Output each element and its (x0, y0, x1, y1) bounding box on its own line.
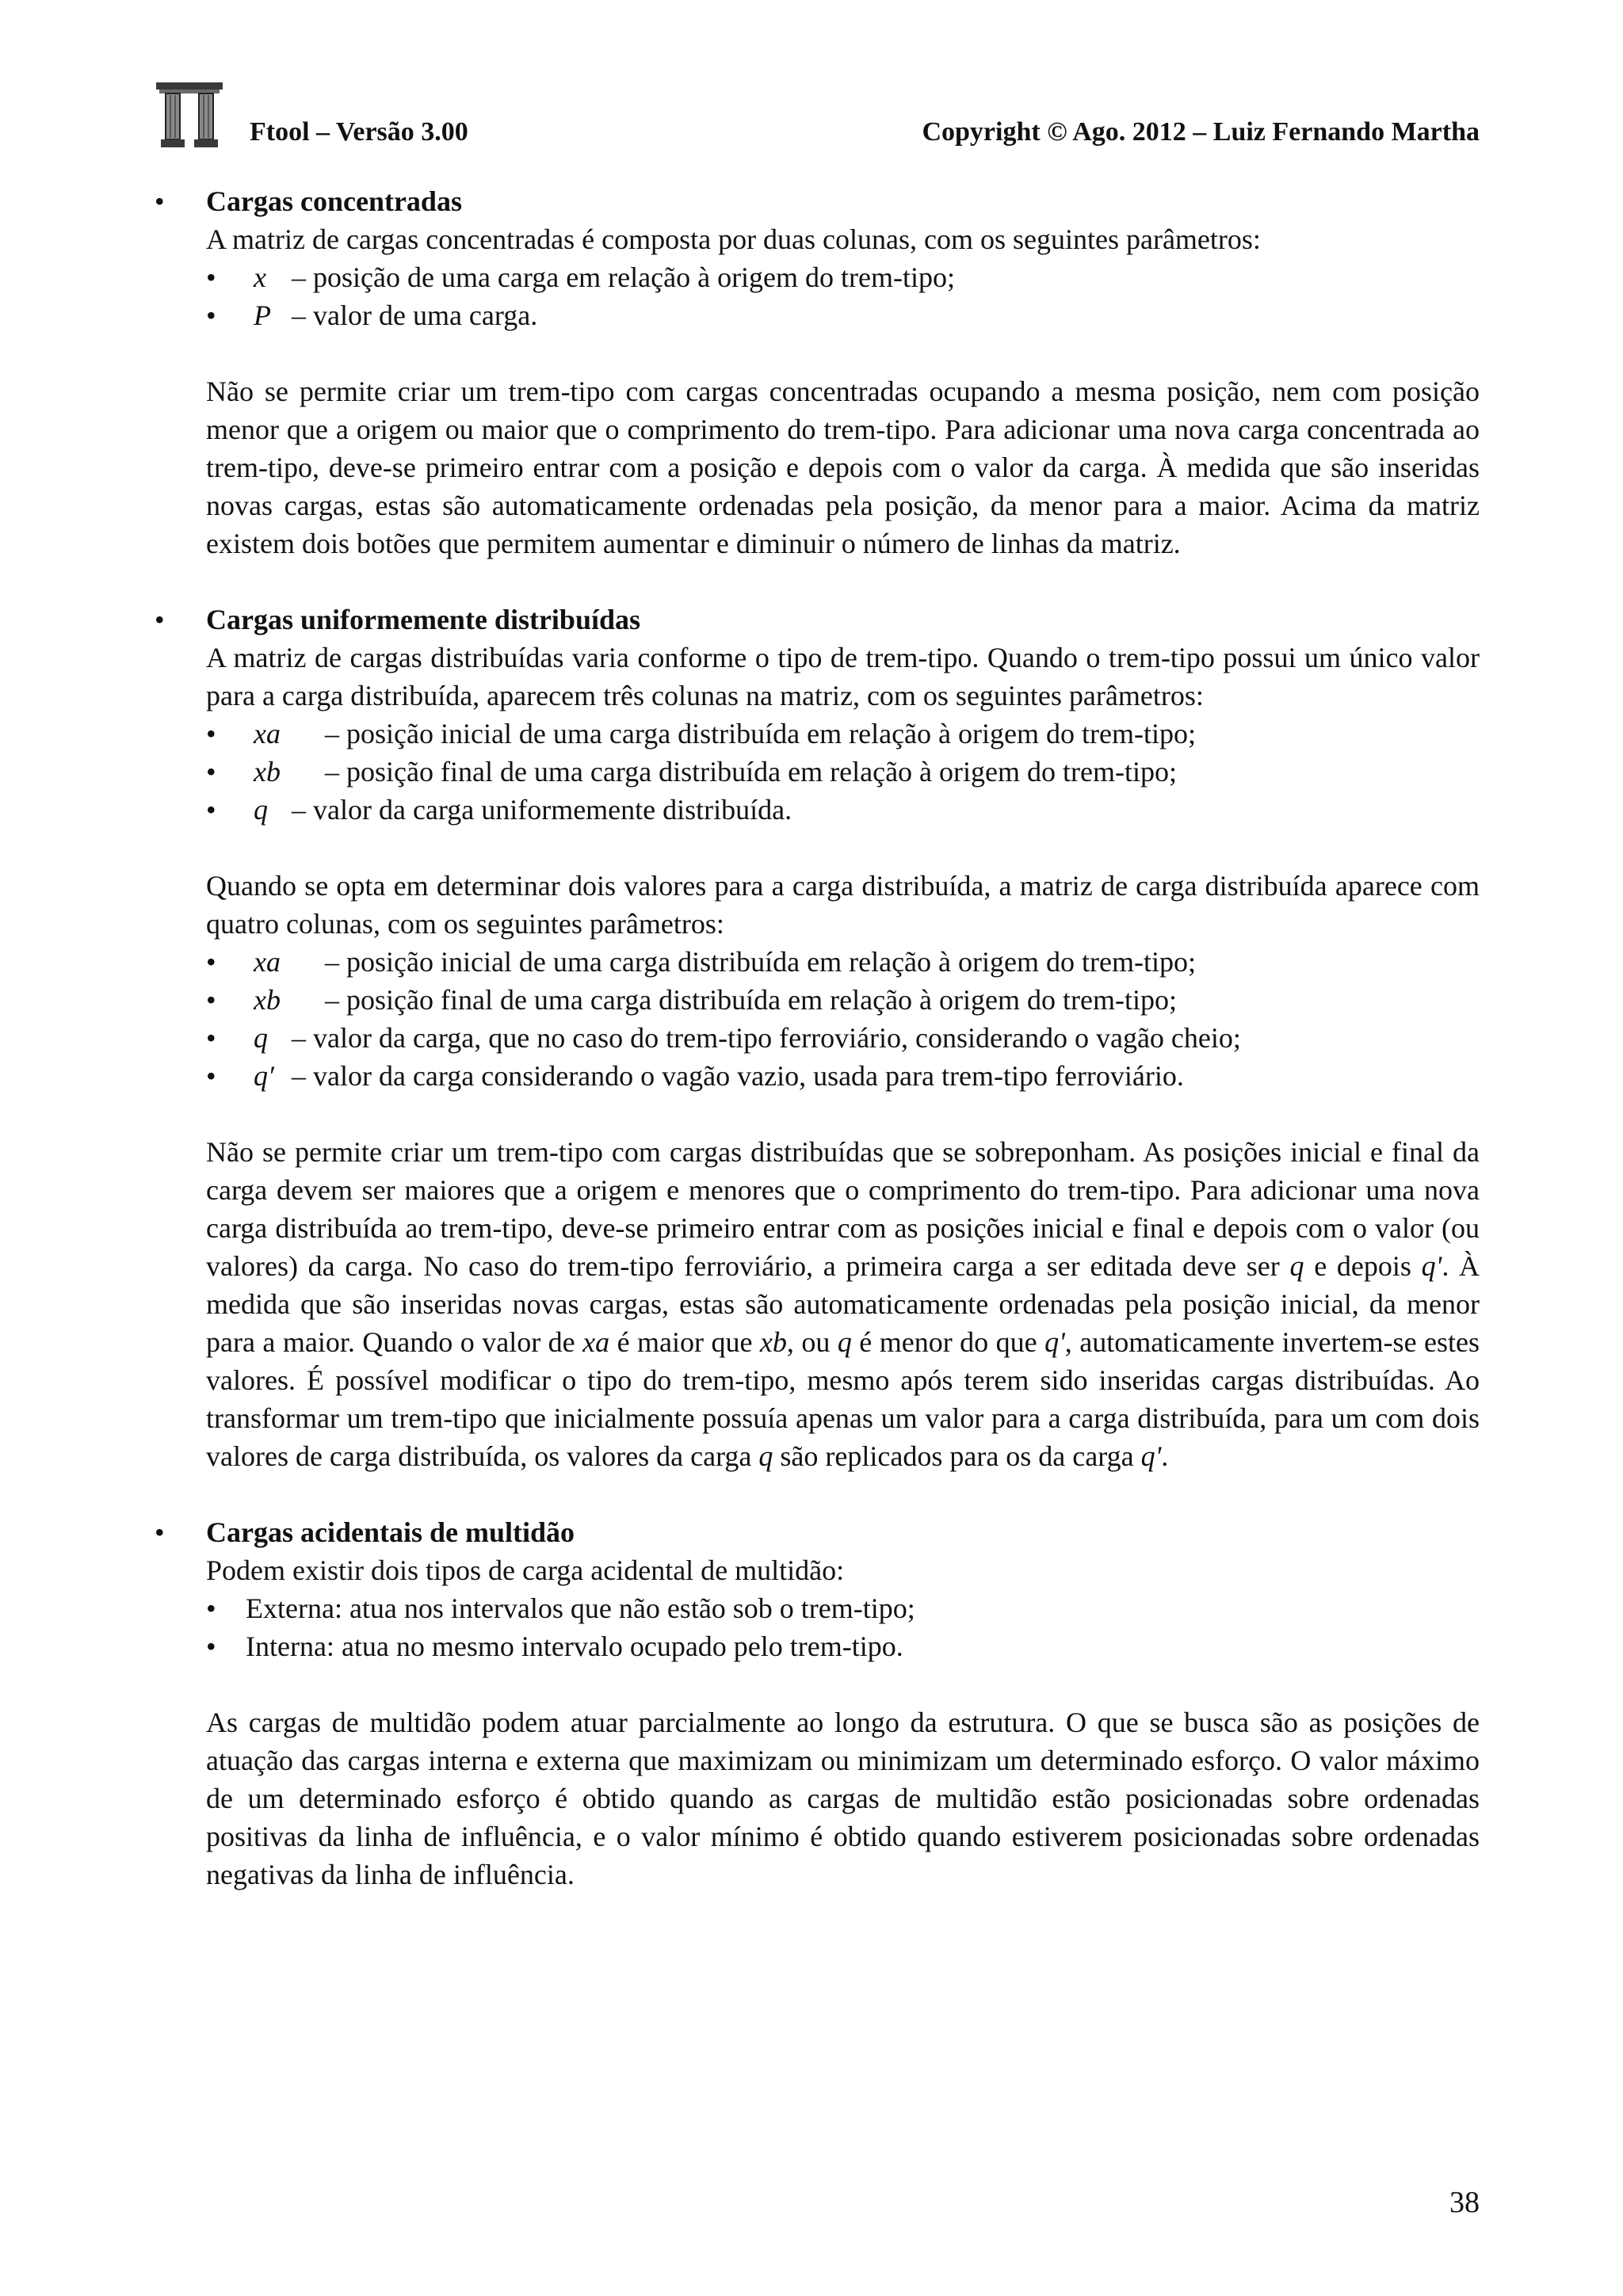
param-desc: – posição inicial de uma carga distribuída em relação à origem do trem-tipo; (325, 946, 1196, 978)
section-intro: A matriz de cargas concentradas é composta por duas colunas, com os seguintes parâmetros: (206, 223, 1261, 255)
list-item (206, 981, 1480, 1019)
list-bullet: • (206, 1022, 216, 1054)
section-cargas-distribuidas (155, 601, 1480, 1475)
param-desc: – posição inicial de uma carga distribuída em relação à origem do trem-tipo; (325, 718, 1196, 749)
section-paragraph: Não se permite criar um trem-tipo com cargas concentradas ocupando a mesma posição, nem com posição menor que a origem ou maior que o comprimento do trem-tipo. Para adicionar uma nova carga concentrada ao trem-tipo, deve-se primeiro entrar com a posição e depois com o valor da carga. À medida que são inseridas novas cargas, estas são automaticamente ordenadas pela posição, da menor para a maior. Acima da matriz existem dois botões que permitem aumentar e diminuir o número de linhas da matriz. (206, 376, 1480, 559)
item-text: Interna: atua no mesmo intervalo ocupado pelo trem-tipo. (246, 1630, 903, 1662)
text-run: são replicados para os da carga (780, 1440, 1134, 1472)
param-desc: – valor da carga considerando o vagão vazio, usada para trem-tipo ferroviário. (292, 1060, 1184, 1092)
section-cargas-concentradas (155, 182, 1480, 563)
section-title: Cargas uniformemente distribuídas (206, 604, 640, 635)
pi-logo-icon (155, 79, 224, 151)
param-symbol: xb (254, 984, 281, 1016)
inline-symbol: q (837, 1326, 852, 1358)
section-bullet: • (155, 604, 165, 635)
text-run: . À medida que são inseridas novas cargas, estas são automaticamente ordenadas pela posição inicial, da menor para a maior. Quando o valor de (206, 1250, 1480, 1358)
header-copyright: Copyright © Ago. 2012 – Luiz Fernando Martha (922, 117, 1480, 147)
param-symbol: P (254, 299, 271, 331)
param-desc: – valor da carga uniformemente distribuída. (292, 794, 792, 826)
list-bullet: • (206, 984, 216, 1016)
text-run: , ou (786, 1326, 831, 1358)
text-run: . (1161, 1440, 1169, 1472)
list-bullet: • (206, 946, 216, 978)
list-item (206, 1057, 1480, 1095)
inline-symbol: q' (1421, 1250, 1442, 1282)
text-run: e depois (1314, 1250, 1411, 1282)
list-item (206, 715, 1480, 753)
list-item (206, 753, 1480, 791)
param-symbol: q (254, 794, 268, 826)
item-text: Externa: atua nos intervalos que não estão sob o trem-tipo; (246, 1592, 915, 1624)
param-symbol: xb (254, 756, 281, 788)
list-item (206, 1589, 1480, 1627)
inline-symbol: q' (1044, 1326, 1065, 1358)
list-bullet: • (206, 261, 216, 293)
param-list (206, 715, 1480, 829)
list-bullet: • (206, 1060, 216, 1092)
header-title: Ftool – Versão 3.00 (250, 117, 468, 147)
list-bullet: • (206, 718, 216, 749)
list-bullet: • (206, 794, 216, 826)
inline-symbol: q (1289, 1250, 1304, 1282)
inline-symbol: q' (1140, 1440, 1162, 1472)
inline-symbol: xb (759, 1326, 787, 1358)
list-bullet: • (206, 1630, 216, 1662)
section-bullet: • (155, 1516, 165, 1548)
list-item (206, 258, 1480, 296)
param-symbol: xa (254, 946, 281, 978)
text-run: é menor do que (859, 1326, 1037, 1358)
section-paragraph (206, 1133, 1480, 1475)
section-intro: Podem existir dois tipos de carga acidental de multidão: (206, 1554, 845, 1586)
list-item (206, 943, 1480, 981)
list-bullet: • (206, 756, 216, 788)
item-list (206, 1589, 1480, 1665)
section-title: Cargas acidentais de multidão (206, 1516, 575, 1548)
text-run: é maior que (617, 1326, 753, 1358)
list-bullet: • (206, 299, 216, 331)
param-desc: – posição final de uma carga distribuída em relação à origem do trem-tipo; (325, 756, 1177, 788)
param-symbol: xa (254, 718, 281, 749)
param-symbol: q (254, 1022, 268, 1054)
param-desc: – posição final de uma carga distribuída em relação à origem do trem-tipo; (325, 984, 1177, 1016)
list-bullet: • (206, 1592, 216, 1624)
inline-symbol: q (758, 1440, 773, 1472)
list-item (206, 1627, 1480, 1665)
param-symbol: q′ (254, 1060, 274, 1092)
list-item (206, 1019, 1480, 1057)
section-cargas-multidao (155, 1513, 1480, 1894)
section-title: Cargas concentradas (206, 185, 462, 217)
section-intro-2: Quando se opta em determinar dois valores para a carga distribuída, a matriz de carga distribuída aparece com quatro colunas, com os seguintes parâmetros: (206, 870, 1480, 940)
param-list (206, 258, 1480, 334)
page-number: 38 (1449, 2186, 1480, 2219)
text-run: , automaticamente invertem-se estes valores. É possível modificar o tipo do trem-tipo, mesmo após terem sido inseridas cargas distribuídas. Ao transformar um trem-tipo que inicialmente possuía apenas um valor para a carga distribuída, para um com dois valores de carga distribuída, os valores da carga (206, 1326, 1480, 1472)
section-paragraph: As cargas de multidão podem atuar parcialmente ao longo da estrutura. O que se busca são as posições de atuação das cargas interna e externa que maximizam ou minimizam um determinado esforço. O valor máximo de um determinado esforço é obtido quando as cargas de multidão estão posicionadas sobre ordenadas positivas da linha de influência, e o valor mínimo é obtido quando estiverem posicionadas sobre ordenadas negativas da linha de influência. (206, 1707, 1480, 1890)
param-desc: – posição de uma carga em relação à origem do trem-tipo; (292, 261, 955, 293)
param-desc: – valor de uma carga. (292, 299, 538, 331)
list-item (206, 791, 1480, 829)
inline-symbol: xa (582, 1326, 610, 1358)
param-desc: – valor da carga, que no caso do trem-tipo ferroviário, considerando o vagão cheio; (292, 1022, 1241, 1054)
param-symbol: x (254, 261, 266, 293)
section-bullet: • (155, 185, 165, 217)
param-list-2 (206, 943, 1480, 1095)
section-intro: A matriz de cargas distribuídas varia conforme o tipo de trem-tipo. Quando o trem-tipo possui um único valor para a carga distribuída, aparecem três colunas na matriz, com os seguintes parâmetros: (206, 642, 1480, 711)
text-run: Não se permite criar um trem-tipo com cargas distribuídas que se sobreponham. As posições inicial e final da carga devem ser maiores que a origem e menores que o comprimento do trem-tipo. Para adicionar uma nova carga distribuída ao trem-tipo, deve-se primeiro entrar com as posições inicial e final e depois com o valor (ou valores) da carga. No caso do trem-tipo ferroviário, a primeira carga a ser editada deve ser (206, 1136, 1480, 1282)
list-item (206, 296, 1480, 334)
page-content (155, 182, 1480, 1932)
page-header (155, 79, 1480, 152)
